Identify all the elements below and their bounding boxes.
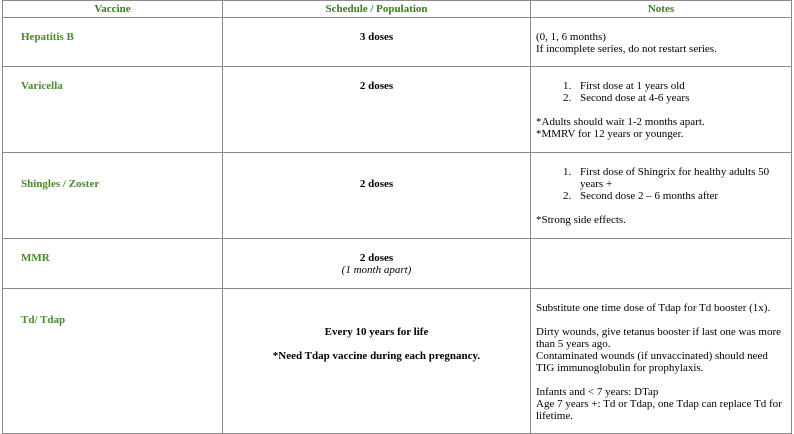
schedule-note: (1 month apart) [341,264,412,276]
notes-cell [531,67,792,153]
vaccine-name: MMR [3,239,223,289]
note-line: Substitute one time dose of Tdap for Td booster (1x). [536,302,771,314]
list-item: 2. Second dose 2 – 6 months after [574,190,787,202]
header-schedule: Schedule / Population [223,1,531,18]
vaccine-table [2,0,792,434]
note-line: *Adults should wait 1-2 months apart. [536,116,705,128]
schedule-cell: 2 doses [223,153,531,239]
notes-cell [531,18,792,67]
table-row [3,153,792,239]
vaccine-name: Varicella [3,67,223,153]
note-line: Age 7 years +: Td or Tdap, one Tdap can replace Td for lifetime. [536,398,782,422]
header-vaccine: Vaccine [3,1,223,18]
list-item: 1. First dose of Shingrix for healthy adults 50 years + [574,166,787,190]
schedule-cell [223,239,531,289]
schedule-value: Every 10 years for life [324,326,429,338]
table-row [3,67,792,153]
dose-list [536,80,787,104]
notes-cell [531,289,792,434]
table-row [3,289,792,434]
note-line: *MMRV for 12 years or younger. [536,128,684,140]
schedule-cell: 2 doses [223,67,531,153]
header-notes: Notes [531,1,792,18]
dose-list [536,166,787,202]
note-line: Dirty wounds, give tetanus booster if last one was more than 5 years ago. [536,326,782,350]
note-line: If incomplete series, do not restart series. [536,43,717,55]
vaccine-name: Td/ Tdap [3,289,223,434]
schedule-value: 2 doses [359,252,394,264]
vaccine-name: Hepatitis B [3,18,223,67]
table-row [3,18,792,67]
note-line: *Strong side effects. [536,214,626,226]
table-row [3,239,792,289]
note-line: (0, 1, 6 months) [536,31,606,43]
header-row [3,1,792,18]
notes-cell [531,153,792,239]
note-line: Infants and < 7 years: DTap [536,386,659,398]
list-item: 2. Second dose at 4-6 years [574,92,787,104]
list-item: 1. First dose at 1 years old [574,80,787,92]
note-line: Contaminated wounds (if unvaccinated) should need TIG immunoglobulin for prophylaxis. [536,350,768,374]
notes-cell [531,239,792,289]
schedule-extra: *Need Tdap vaccine during each pregnancy. [272,350,481,362]
schedule-cell [223,289,531,434]
schedule-cell: 3 doses [223,18,531,67]
vaccine-name: Shingles / Zoster [3,153,223,239]
